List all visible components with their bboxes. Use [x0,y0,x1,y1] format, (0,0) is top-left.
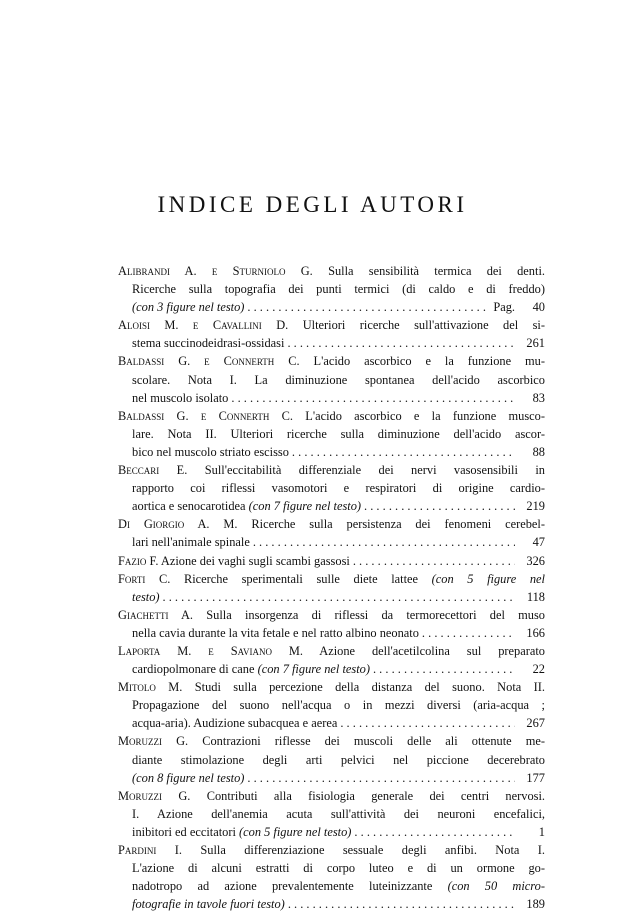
dot-leader [419,624,515,642]
entry-author: Di Giorgio A. M. [118,517,238,532]
entry-text-line [118,262,545,280]
entry-title-end [132,823,351,841]
dot-leader [244,298,489,316]
dot-leader [337,714,515,732]
entry-last-line [118,552,545,570]
dot-leader [284,334,515,352]
entry-title-fragment: L'acido ascorbico e la funzione mu- [313,354,545,369]
entry-title-fragment: Sulla insorgenza di riflessi da termorecettori del muso [206,607,545,622]
index-entry [118,787,545,841]
index-entry [118,352,545,406]
entry-title-fragment: inibitori ed eccitatori (con 5 figure nel testo) [132,824,352,839]
page-number: 177 [526,770,545,785]
entry-title-fragment: (con 3 figure nel testo) [132,300,245,315]
entry-author: Aloisi M. e Cavallini D. [118,318,289,333]
page-number: 267 [526,716,545,731]
page-number: 118 [526,589,545,604]
entry-title-fragment: Ulteriori ricerche sull'attivazione del si- [302,318,545,333]
entry-title-fragment: (con 8 figure nel testo) [132,770,245,785]
index-entry [118,841,545,913]
author-index [118,262,545,913]
entry-title-end [132,895,285,913]
page-number: 40 [532,300,545,315]
entry-title-end [132,624,419,642]
page-number: 47 [532,535,545,550]
entry-text-line [118,570,545,588]
entry-title-end [132,389,228,407]
entry-last-line [118,660,545,678]
entry-last-line [118,443,545,461]
entry-text-line [118,280,545,298]
dot-leader [160,588,515,606]
entry-title-fragment: cardiopolmonare di cane (con 7 figure nel testo) [132,662,370,677]
entry-text-line [118,678,545,696]
dot-leader [285,895,515,913]
entry-text-line [118,696,545,714]
entry-text-line [118,371,545,389]
entry-text-line [118,751,545,769]
dot-leader [244,769,515,787]
index-entry [118,262,545,316]
dot-leader [361,497,515,515]
entry-last-line [118,533,545,551]
entry-author: Baldassi G. e Connerth C. [118,354,300,369]
page-label: Pag. [493,300,515,315]
entry-text-line [118,515,545,533]
entry-title-fragment: scolare. Nota I. La diminuzione spontanea dell'acido ascorbico [132,372,545,387]
entry-title-fragment: L'acido ascorbico e la funzione musco- [305,408,545,423]
entry-title-end [132,660,370,678]
entry-last-line [118,769,545,787]
index-entry [118,552,545,570]
entry-title-fragment: Sull'eccitabilità differenziale dei nervi vasosensibili in [204,463,545,478]
entry-author: Giachetti A. [118,607,194,622]
entry-title-fragment: bico nel muscolo striato escisso [132,444,289,459]
dot-leader [351,823,515,841]
entry-text-line [118,732,545,750]
entry-title-fragment: Sulla differenziazione sessuale degli anfibi. Nota I. [200,843,545,857]
page-number: 83 [532,390,545,405]
entry-text-line [118,316,545,334]
entry-author: Moruzzi G. [118,788,191,803]
entry-text-line [118,407,545,425]
dot-leader [228,389,515,407]
entry-text-line [118,425,545,443]
entry-title-fragment: acqua-aria). Audizione subacquea e aerea [132,716,338,731]
entry-title-end [132,443,289,461]
dot-leader [350,552,515,570]
entry-title-fragment: Azione dei vaghi sugli scambi gassosi [160,553,350,568]
page-number: 219 [526,499,545,514]
entry-last-line [118,389,545,407]
entry-title-end [132,769,244,787]
index-entry [118,642,545,678]
entry-title-fragment: lare. Nota II. Ulteriori ricerche sulla diminuzione dell'acido ascor- [132,426,545,441]
entry-text-line [118,352,545,370]
page-number: 326 [526,553,545,568]
entry-title-fragment: Studi sulla percezione della distanza del suono. Nota II. [194,680,545,695]
entry-author: Fazio F. [118,553,159,568]
entry-title-end [132,533,250,551]
entry-title-fragment: Ricerche sulla persistenza dei fenomeni cerebel- [251,517,545,532]
entry-title-fragment: rapporto coi riflessi vasomotori e respiratori di origine cardio- [132,481,545,496]
entry-title-fragment: Contrazioni riflesse dei muscoli delle ali ottenute me- [202,734,545,749]
entry-text-line [118,805,545,823]
entry-title-fragment: nella cavia durante la vita fetale e nel ratto albino neonato [132,625,419,640]
entry-text-line [118,479,545,497]
entry-title-end [132,714,337,732]
entry-title-fragment: nadotropo ad azione prevalentemente luteinizzante (con 50 micro- [132,879,545,894]
entry-title-fragment: aortica e senocarotidea (con 7 figure nel testo) [132,499,362,514]
entry-title-fragment: I. Azione dell'anemia acuta sull'attività dei neuroni encefalici, [132,806,545,821]
entry-last-line [118,298,545,316]
page-number: 22 [532,662,545,677]
entry-last-line [118,497,545,515]
entry-title-fragment: nel muscolo isolato [132,390,229,405]
page-number: 261 [526,336,545,351]
entry-text-line [118,787,545,805]
entry-last-line [118,895,545,913]
index-entry [118,461,545,515]
entry-title-end [118,552,350,570]
dot-leader [370,660,515,678]
entry-text-line [118,859,545,877]
entry-title-fragment: Contributi alla fisiologia generale dei centri nervosi. [206,788,545,803]
entry-title-fragment: Propagazione del suono nell'acqua o in mezzi diversi (aria-acqua ; [132,698,545,713]
page-number: 189 [526,897,545,912]
entry-text-line [118,606,545,624]
entry-title-end [132,588,160,606]
entry-title-end [132,334,284,352]
dot-leader [289,443,515,461]
page-title: INDICE DEGLI AUTORI [157,192,468,217]
entry-author: Mitolo M. [118,680,183,695]
entry-author: Alibrandi A. e Sturniolo G. [118,264,313,278]
entry-title-fragment: L'azione di alcuni estratti di corpo luteo e di un ormone go- [132,861,545,876]
entry-author: Laporta M. e Saviano M. [118,643,303,658]
entry-title-fragment: fotografie in tavole fuori testo) [132,897,285,912]
entry-author: Forti C. [118,571,171,586]
entry-title-fragment: Ricerche sperimentali sulle diete lattee (con 5 figure nel [183,571,545,586]
entry-author: Moruzzi G. [118,734,189,749]
index-entry [118,732,545,786]
dot-leader [250,533,515,551]
entry-last-line [118,714,545,732]
index-entry [118,678,545,732]
entry-title-end [132,497,361,515]
entry-title-fragment: testo) [132,589,160,604]
entry-title-end [132,298,244,316]
entry-last-line [118,624,545,642]
page-number: 88 [532,444,545,459]
page-number: 166 [526,625,545,640]
entry-title-fragment: stema succinodeidrasi-ossidasi [132,336,285,351]
index-entry [118,570,545,606]
entry-title-fragment: Ricerche sulla topografia dei punti termici (di caldo e di freddo) [132,282,545,297]
index-entry [118,515,545,551]
entry-title-fragment: lari nell'animale spinale [132,535,250,550]
entry-text-line [118,841,545,859]
entry-author: Baldassi G. e Connerth C. [118,408,293,423]
entry-text-line [118,877,545,895]
entry-author: Pardini I. [118,843,182,857]
index-entry [118,606,545,642]
entry-last-line [118,334,545,352]
entry-last-line [118,823,545,841]
index-entry [118,407,545,461]
entry-text-line [118,461,545,479]
entry-last-line [118,588,545,606]
entry-title-fragment: Azione dell'acetilcolina sul preparato [319,643,545,658]
entry-title-fragment: Sulla sensibilità termica dei denti. [328,264,545,278]
page-number: 1 [538,824,545,839]
entry-author: Beccari E. [118,463,188,478]
entry-title-fragment: diante stimolazione degli arti pelvici nel piccione decerebrato [132,752,545,767]
entry-text-line [118,642,545,660]
index-entry [118,316,545,352]
